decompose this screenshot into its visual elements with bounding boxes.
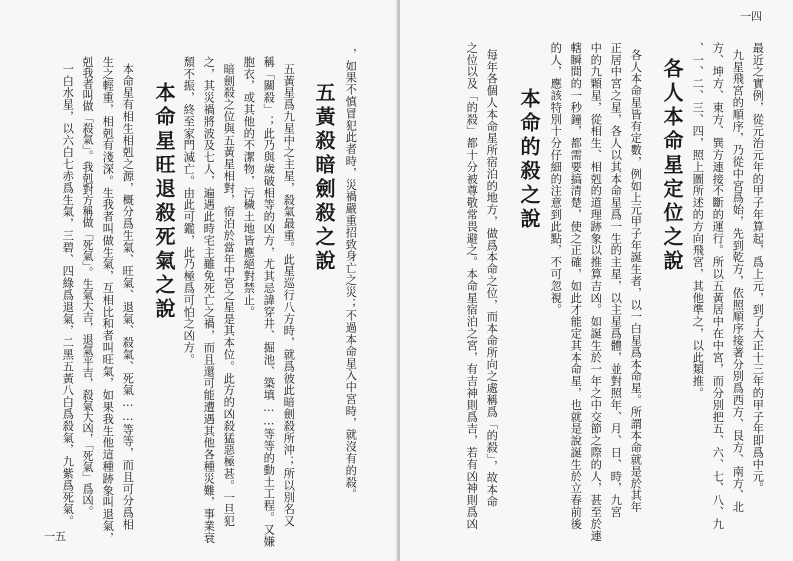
- text-column: 一白水星，以六白七赤爲生氣，三碧、四綠爲退氣，二黑五黃八白爲殺氣，九紫爲死氣。: [61, 63, 75, 528]
- text-column: 暗劍殺之位與五黃星相對，宿泊於當年中宮之星是其本位。此方的凶殺猛惡極甚。一旦犯: [222, 63, 236, 528]
- text-column: 中的九顆星，從相生、相剋的道理跡象以推算吉凶。如誕生於一年之中交節之際的人，甚至於連: [589, 42, 603, 542]
- text-column: 生之輕重，相剋有淺深。生我者叫做生氣，互相比和者叫旺氣，如果我生他這種跡象叫退氣，: [101, 56, 115, 544]
- text-column: 胞衣，或其他的不潔物，污穢土地皆應絕對禁止。: [242, 56, 256, 318]
- text-column: 頹不振，終至家門滅亡。由此可鑑，此乃極爲可怕之凶方。: [182, 56, 196, 366]
- text-column: 的人，應該特別十分仔細的注意到此點，不可忽視。: [549, 42, 563, 316]
- text-column: 各人本命星皆有定數，例如上元甲子年誕生者，以一白星爲本命星。所謂本命就是於其年: [629, 49, 643, 514]
- text-column: 方、坤方、東方、巽方連接不斷的運行。所以五黃居中在中宮，而分別把五、六、七、八、九: [711, 42, 725, 530]
- text-column: 剋我者叫做「殺氣」。我剋對方稱做「死氣」。生氣大吉，退氣平吉，殺氣大凶，「死氣」爲凶。: [81, 56, 95, 517]
- text-column: 轄瞬間的一秒鐘，都需要搞清楚，使之正確，如此才能定其本命星，也就是說誕生於立春前後: [569, 42, 583, 530]
- text-column: 每年各個人本命星所宿泊的地方，做爲本命之位，而本命所向之處稱爲「的殺」，故本命: [485, 49, 499, 508]
- text-column: 九星飛宮的順序，乃從中宮爲始，先到乾方，依照順序接著分別爲西方、艮方、南方、北: [731, 49, 745, 514]
- text-column: 最近之實例，從元治元年的甲子年算起，爲上元，到了大正十三年的甲子年即爲中元。: [751, 42, 765, 495]
- section-heading: 五黃殺暗劍殺之說: [312, 82, 336, 274]
- text-column: ，如果不慎冒犯此者時，災禍嚴重招致身亡之災；不過本命星入中宮時，就沒有的殺。: [344, 48, 358, 501]
- text-column: 、一、二、三、四，照上圖所述的方向飛宮，其他準之，以此類推。: [691, 42, 705, 399]
- text-column: 本命星有相生相剋之源，概分爲生氣、旺氣、退氣、殺氣、死氣……等等，而且可分爲相: [121, 63, 135, 531]
- right-page: [400, 0, 793, 561]
- section-heading: 本命的殺之說: [517, 88, 541, 232]
- section-heading: 各人本命星定位之說: [660, 58, 684, 274]
- text-column: 稱「關殺」；此乃與歲破相等的凶方，尤其忌諱穿井、掘池、築填……等等的動土工程。又嫌: [262, 56, 276, 548]
- text-column: 正居中宮之星，各人以其本命星爲一生的主星，以主星爲體，並對照年、月、日、時，九宮: [609, 42, 623, 518]
- text-column: 之，其災禍將波及七人，遍遇此時宅主雖免死亡之禍，而且還可能遭遇其他各種災難，事業衰: [202, 56, 216, 544]
- text-column: 之位以及「的殺」都十分被尊敬常畏避之。本命星宿泊之宮，有吉神則爲吉，若有凶神則爲凶: [465, 42, 479, 530]
- section-heading: 本命星旺退殺死氣之說: [152, 82, 176, 322]
- page-number: 一四: [740, 10, 762, 23]
- text-column: 五黃星爲九星中之主星，殺氣最重。此星巡行八方時，就爲彼此暗劍殺所沖；所以別名又: [282, 63, 296, 528]
- page-number: 一五: [44, 530, 66, 543]
